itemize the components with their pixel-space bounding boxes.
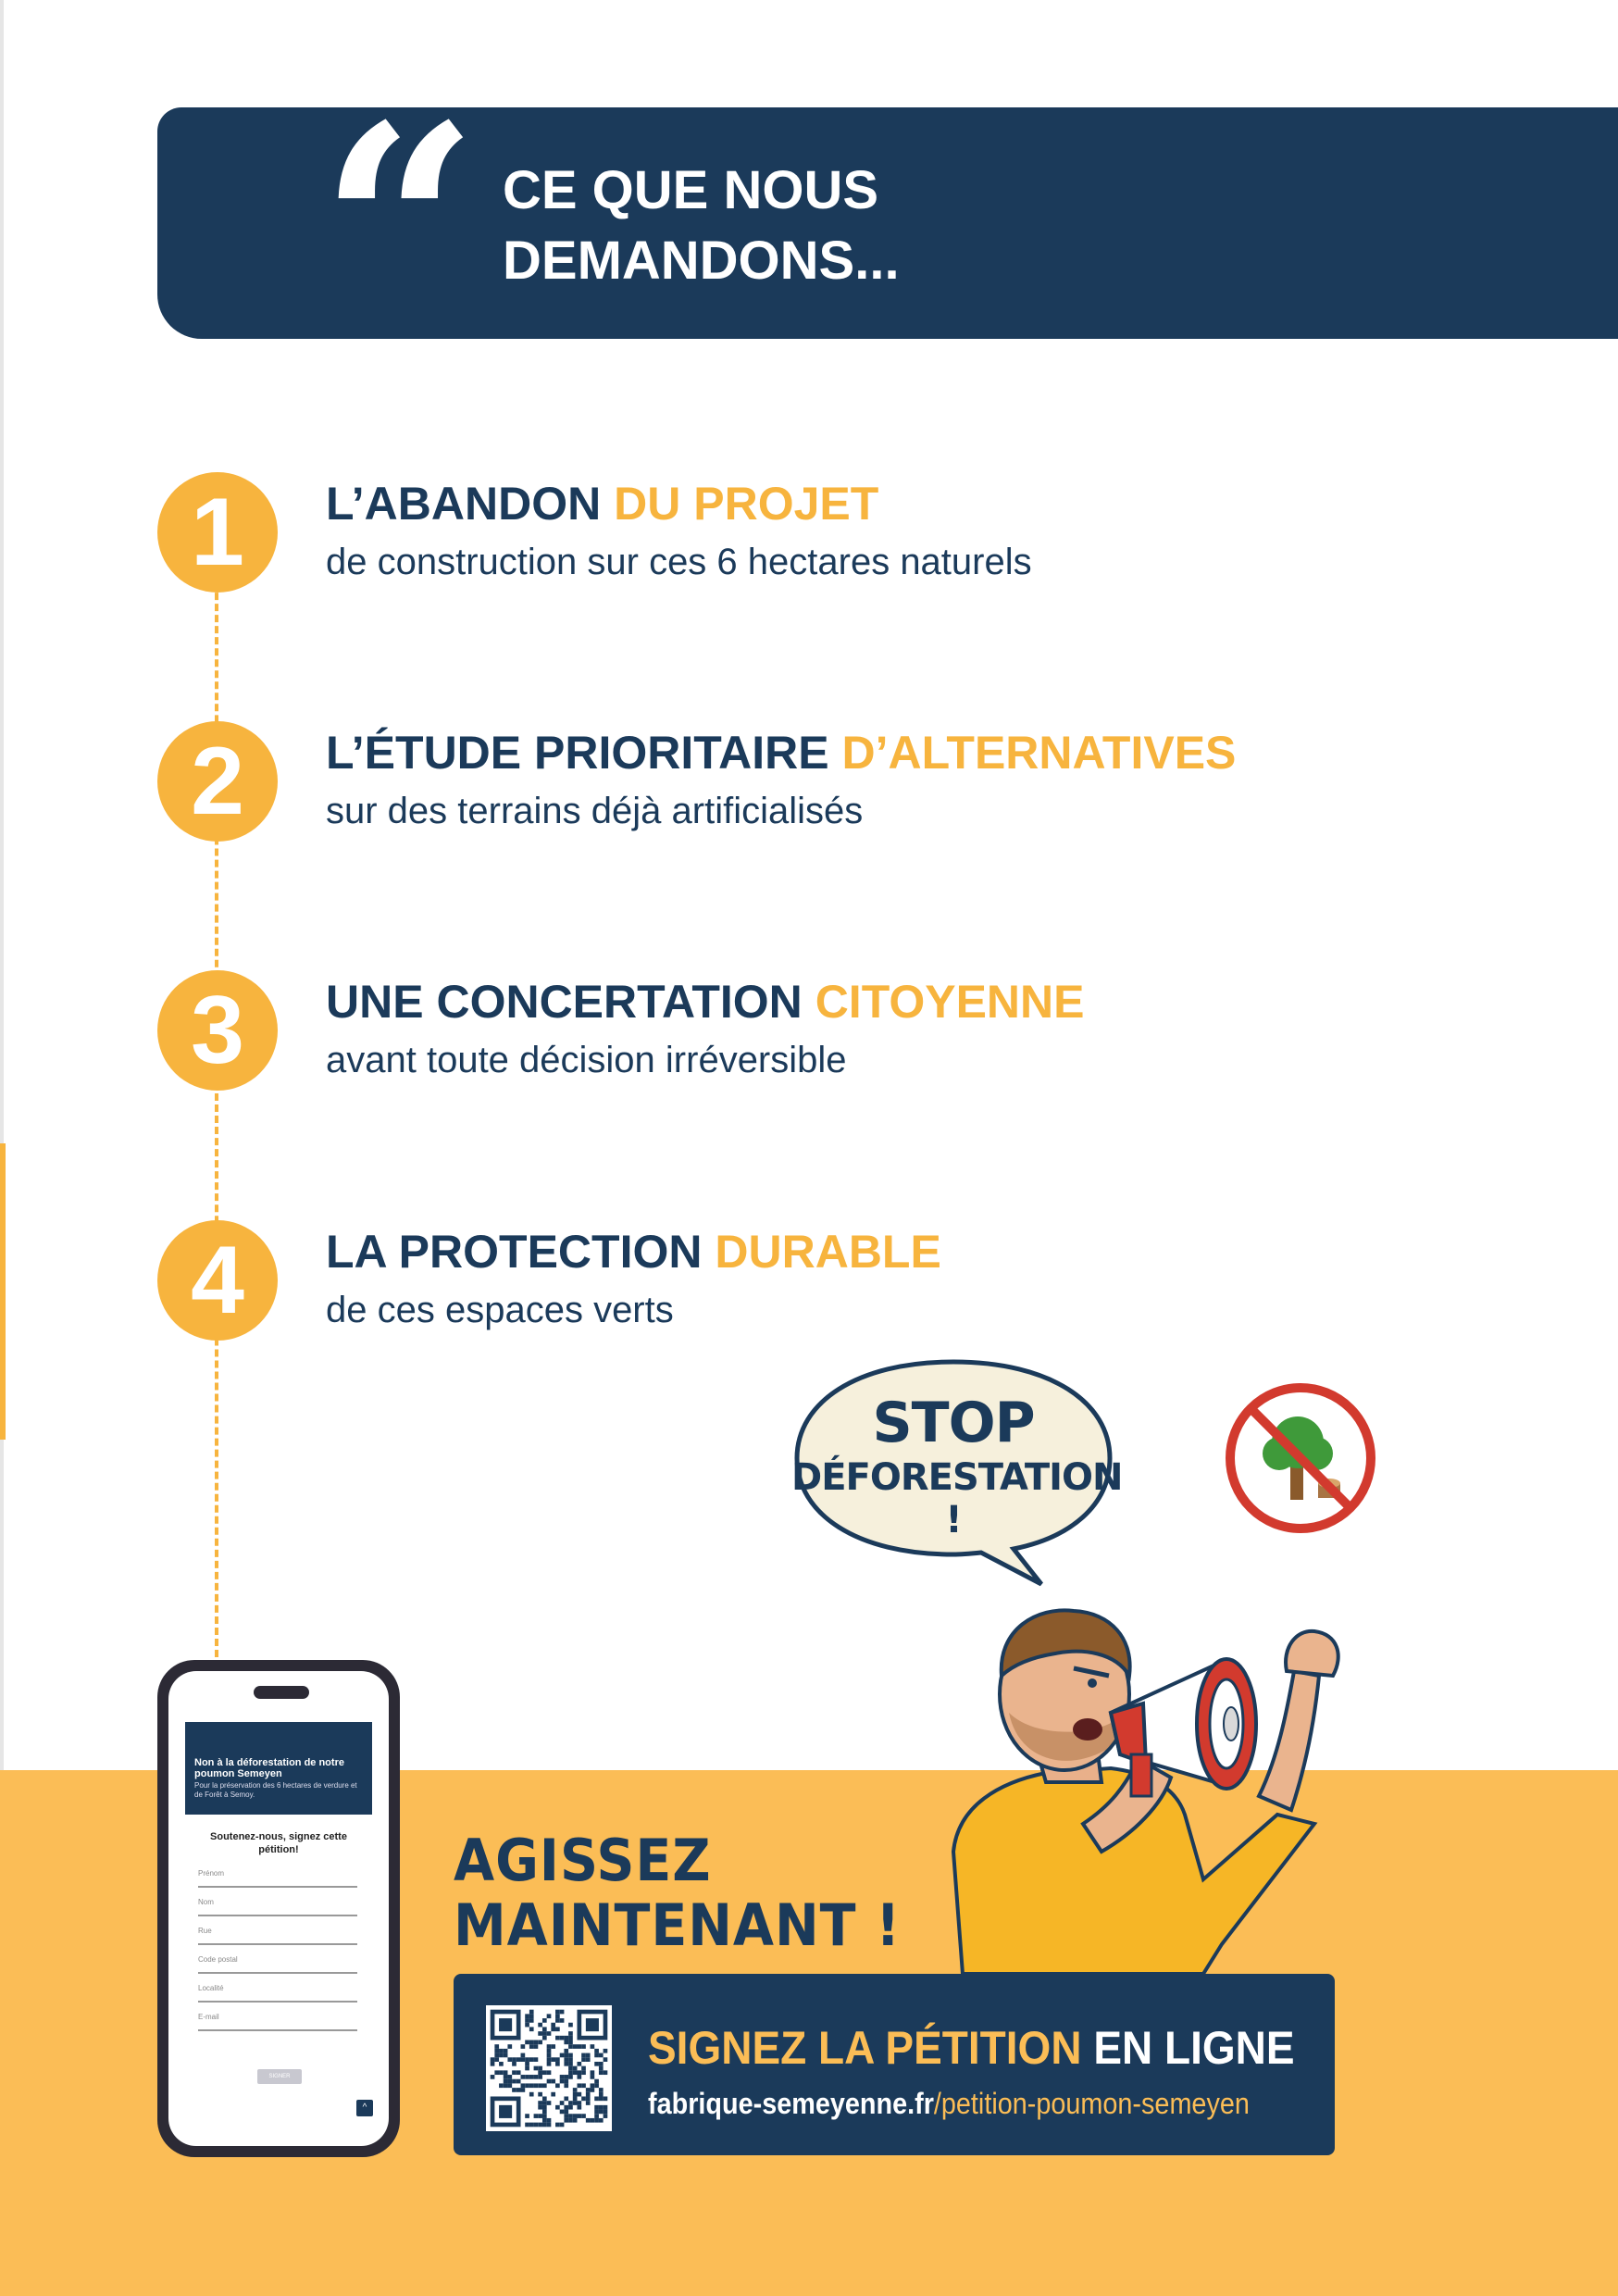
- petition-header: [185, 1722, 372, 1815]
- demand-title: [326, 725, 1236, 780]
- demand-title-main: LA PROTECTION: [326, 1226, 703, 1278]
- protester-megaphone-icon: [926, 1574, 1351, 1974]
- petition-ask: Soutenez-nous, signez cette pétition!: [210, 1831, 347, 1855]
- demand-subtitle: de ces espaces verts: [326, 1290, 674, 1330]
- url-path: /petition-poumon-semeyen: [933, 2087, 1250, 2120]
- demand-title: [326, 974, 1085, 1029]
- bubble-deforestation-text: DÉFORESTATION !: [791, 1456, 1123, 1541]
- cta-title: [454, 1828, 901, 1958]
- demand-title-main: L’ÉTUDE PRIORITAIRE: [326, 727, 829, 779]
- page-title: CE QUE NOUS DEMANDONS...: [503, 160, 900, 291]
- field-label: Nom: [198, 1898, 214, 1906]
- petition-description: Pour la préservation des 6 hectares de verdure et de Forêt à Semoy.: [194, 1781, 357, 1799]
- demand-title-main: L’ABANDON: [326, 478, 602, 530]
- cta-title-line1: AGISSEZ: [454, 1827, 712, 1894]
- firstname-field[interactable]: [198, 1867, 357, 1888]
- demand-title-highlight: DU PROJET: [614, 478, 879, 530]
- petition-title: Non à la déforestation de notre poumon Semeyen: [194, 1757, 344, 1779]
- url-domain: fabrique-semeyenne.fr: [648, 2087, 934, 2120]
- phone-mockup: [157, 1660, 400, 2157]
- demand-subtitle: de construction sur ces 6 hectares naturels: [326, 542, 1032, 582]
- demand-title: [326, 1224, 941, 1279]
- number-badge: 3: [157, 970, 278, 1091]
- demand-subtitle: avant toute décision irréversible: [326, 1040, 847, 1080]
- cta-heading-white: EN LIGNE: [1093, 2022, 1295, 2074]
- header-banner: [157, 64, 1618, 391]
- field-label: Rue: [198, 1927, 212, 1935]
- demand-title-highlight: D’ALTERNATIVES: [841, 727, 1237, 779]
- scroll-up-icon[interactable]: ^: [356, 2100, 373, 2116]
- quote-mark-icon: “: [319, 64, 479, 391]
- cta-heading: [648, 2020, 1295, 2076]
- phone-notch: [254, 1686, 309, 1699]
- qr-code-icon[interactable]: [486, 2005, 612, 2131]
- field-label: Prénom: [198, 1869, 225, 1878]
- number-badge: 4: [157, 1220, 278, 1341]
- lastname-field[interactable]: [198, 1896, 357, 1916]
- edge-accent: [0, 1143, 6, 1440]
- demand-title-main: UNE CONCERTATION: [326, 976, 803, 1028]
- postal-code-field[interactable]: [198, 1953, 357, 1974]
- no-deforestation-icon: [1222, 1379, 1379, 1537]
- field-label: E-mail: [198, 2013, 219, 2021]
- demand-item-1: [157, 472, 1453, 611]
- petition-link[interactable]: [648, 2085, 1250, 2122]
- field-label: Localité: [198, 1984, 224, 1992]
- petition-cta-box[interactable]: [454, 1974, 1335, 2155]
- demand-title-highlight: DURABLE: [715, 1226, 941, 1278]
- street-field[interactable]: [198, 1925, 357, 1945]
- demand-title: [326, 476, 878, 531]
- locality-field[interactable]: [198, 1982, 357, 2003]
- demand-item-4: [157, 1220, 1453, 1359]
- demand-title-highlight: CITOYENNE: [815, 976, 1085, 1028]
- field-label: Code postal: [198, 1955, 238, 1964]
- cta-heading-yellow: SIGNEZ LA PÉTITION: [648, 2022, 1082, 2074]
- demand-item-2: [157, 721, 1453, 860]
- speech-bubble: [791, 1356, 1123, 1592]
- sign-button[interactable]: SIGNER: [257, 2069, 302, 2084]
- bubble-stop-text: STOP: [872, 1391, 1035, 1455]
- email-field[interactable]: [198, 2011, 357, 2031]
- demand-subtitle: sur des terrains déjà artificialisés: [326, 791, 864, 831]
- demand-item-3: [157, 970, 1453, 1109]
- phone-screen: [168, 1671, 389, 2146]
- number-badge: 2: [157, 721, 278, 842]
- number-badge: 1: [157, 472, 278, 593]
- cta-title-line2: MAINTENANT !: [454, 1891, 902, 1959]
